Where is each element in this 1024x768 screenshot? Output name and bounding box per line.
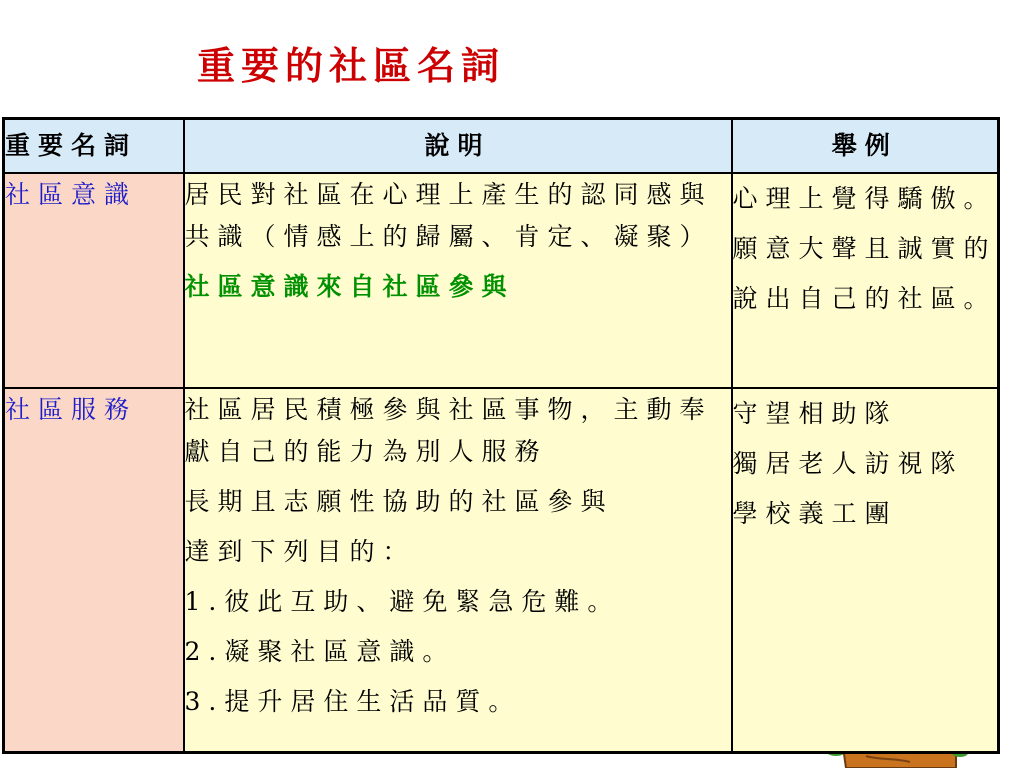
explanation-text: 達到下列目的： [184,536,416,566]
example-cell [732,173,999,388]
explanation-cell [184,173,732,388]
table-header-row [4,119,999,173]
term-cell [4,388,184,753]
term-label: 社區意識 [5,179,138,209]
slide-title: 重要的社區名詞 [197,43,506,88]
explanation-text: 社區居民積極參與社區事物，主動奉獻自己的能力為別人服務 [184,394,713,466]
table-row [4,173,999,388]
example-cell [732,388,999,753]
goal-item: 1.彼此互助、避免緊急危難。 [184,586,621,616]
explanation-text: 居民對社區在心理上產生的認同感與共識（情感上的歸屬、肯定、凝聚） [184,179,713,251]
term-cell [4,173,184,388]
goal-item: 3.提升居住生活品質。 [184,686,522,716]
column-header-explanation: 說明 [184,119,732,173]
example-text: 學校義工團 [732,498,898,528]
example-text: 守望相助隊 [732,398,898,428]
table-row [4,388,999,753]
explanation-cell [184,388,732,753]
example-text: 心理上覺得驕傲。願意大聲且誠實的說出自己的社區。 [732,183,997,313]
example-text: 獨居老人訪視隊 [732,448,964,478]
community-terms-table [2,117,1000,754]
term-label: 社區服務 [5,394,138,424]
explanation-text: 長期且志願性協助的社區參與 [184,486,614,516]
column-header-term: 重要名詞 [4,119,184,173]
explanation-highlight: 社區意識來自社區參與 [184,271,515,301]
column-header-example: 舉例 [732,119,999,173]
goal-item: 2.凝聚社區意識。 [184,636,456,666]
